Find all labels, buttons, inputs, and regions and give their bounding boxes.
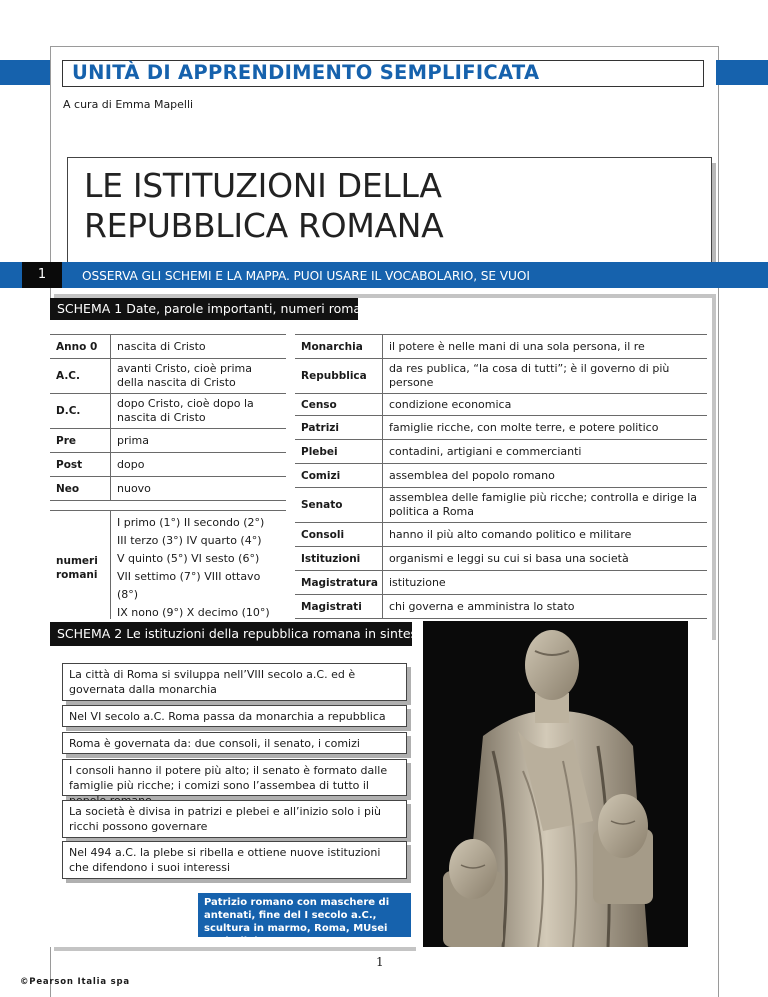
table-row xyxy=(50,359,286,394)
header-accent-right xyxy=(716,60,768,85)
unit-title: UNITÀ DI APPRENDIMENTO SEMPLIFICATA xyxy=(72,61,540,84)
table-row xyxy=(50,429,286,453)
main-title-line2: REPUBBLICA ROMANA xyxy=(84,206,444,245)
table-row xyxy=(295,335,707,359)
definition-cell: il potere è nelle mani di una sola persona, il re xyxy=(382,335,707,359)
schema2-item: Roma è governata da: due consoli, il senato, i comizi xyxy=(62,732,407,754)
photo-caption: Patrizio romano con maschere di antenati, fine del I secolo a.C., scultura in marmo, Roma, MUsei Capitolini. xyxy=(198,893,411,937)
table-row xyxy=(50,394,286,429)
table-row xyxy=(50,335,286,359)
schema1-label: SCHEMA 1 Date, parole importanti, numeri romani xyxy=(50,298,358,320)
term-cell: Comizi xyxy=(295,464,382,488)
statue-photo xyxy=(423,621,688,947)
table-row xyxy=(295,464,707,488)
definition-cell: assemblea del popolo romano xyxy=(382,464,707,488)
schema2-item: Nel 494 a.C. la plebe si ribella e ottiene nuove istituzioni che difendono i suoi interessi xyxy=(62,841,407,879)
term-cell: D.C. xyxy=(50,394,111,429)
term-cell: A.C. xyxy=(50,359,111,394)
definition-cell: chi governa e amministra lo stato xyxy=(382,595,707,619)
definition-cell: da res publica, “la cosa di tutti”; è il governo di più persone xyxy=(382,359,707,394)
roman-number-line: V quinto (5°) VI sesto (6°) xyxy=(117,552,260,565)
table-row xyxy=(295,416,707,440)
schema1-left-table xyxy=(50,334,286,626)
table-row xyxy=(50,511,286,626)
term-cell: Censo xyxy=(295,394,382,416)
term-cell: Neo xyxy=(50,477,111,501)
definition-cell: famiglie ricche, con molte terre, e potere politico xyxy=(382,416,707,440)
schema2-item: Nel VI secolo a.C. Roma passa da monarchia a repubblica xyxy=(62,705,407,727)
definition-cell: assemblea delle famiglie più ricche; controlla e dirige la politica a Roma xyxy=(382,488,707,523)
schema1-right-table xyxy=(295,334,707,619)
exercise-instruction: OSSERVA GLI SCHEMI E LA MAPPA. PUOI USARE IL VOCABOLARIO, SE VUOI xyxy=(82,269,530,283)
table-row xyxy=(295,394,707,416)
term-cell: Repubblica xyxy=(295,359,382,394)
schema2-item: La città di Roma si sviluppa nell’VIII secolo a.C. ed è governata dalla monarchia xyxy=(62,663,407,701)
term-cell: Senato xyxy=(295,488,382,523)
table-row xyxy=(295,440,707,464)
term-cell: Plebei xyxy=(295,440,382,464)
roman-numbers-cell xyxy=(111,511,287,626)
term-cell: Post xyxy=(50,453,111,477)
table-row xyxy=(295,595,707,619)
author-line: A cura di Emma Mapelli xyxy=(63,98,194,111)
definition-cell: nuovo xyxy=(111,477,287,501)
schema2-item: La società è divisa in patrizi e plebei e all’inizio solo i più ricchi possono governare xyxy=(62,800,407,838)
term-cell: Patrizi xyxy=(295,416,382,440)
term-cell: Pre xyxy=(50,429,111,453)
roman-number-line: I primo (1°) II secondo (2°) xyxy=(117,516,265,529)
copyright: ©Pearson Italia spa xyxy=(20,977,130,987)
main-title xyxy=(84,166,443,246)
exercise-number: 1 xyxy=(22,262,62,288)
definition-cell: avanti Cristo, cioè prima della nascita di Cristo xyxy=(111,359,287,394)
definition-cell: organismi e leggi su cui si basa una società xyxy=(382,547,707,571)
table-row xyxy=(295,523,707,547)
table-row xyxy=(295,571,707,595)
table-row xyxy=(50,477,286,501)
main-title-line1: LE ISTITUZIONI DELLA xyxy=(84,166,442,205)
term-cell: Istituzioni xyxy=(295,547,382,571)
table-row xyxy=(295,359,707,394)
definition-cell: contadini, artigiani e commercianti xyxy=(382,440,707,464)
roman-number-line: VII settimo (7°) VIII ottavo (8°) xyxy=(117,570,261,601)
term-cell: numeri romani xyxy=(50,511,111,626)
roman-number-line: IX nono (9°) X decimo (10°) xyxy=(117,606,270,619)
definition-cell: dopo Cristo, cioè dopo la nascita di Cristo xyxy=(111,394,287,429)
term-cell: Monarchia xyxy=(295,335,382,359)
definition-cell: nascita di Cristo xyxy=(111,335,287,359)
term-cell: Anno 0 xyxy=(50,335,111,359)
page-number: 1 xyxy=(376,955,384,969)
definition-cell: dopo xyxy=(111,453,287,477)
term-cell: Consoli xyxy=(295,523,382,547)
header-accent-left xyxy=(0,60,50,85)
schema2-item: I consoli hanno il potere più alto; il senato è formato dalle famiglie più ricche; i comizi sono l’assembea di tutto il xyxy=(62,759,407,796)
table-row xyxy=(50,453,286,477)
definition-cell: hanno il più alto comando politico e militare xyxy=(382,523,707,547)
roman-number-line: III terzo (3°) IV quarto (4°) xyxy=(117,534,262,547)
statue-image xyxy=(423,621,688,947)
table-row xyxy=(295,547,707,571)
table-row xyxy=(295,488,707,523)
term-cell: Magistrati xyxy=(295,595,382,619)
term-cell: Magistratura xyxy=(295,571,382,595)
definition-cell: istituzione xyxy=(382,571,707,595)
definition-cell: condizione economica xyxy=(382,394,707,416)
schema2-label: SCHEMA 2 Le istituzioni della repubblica romana in sintesi xyxy=(50,622,412,646)
definition-cell: prima xyxy=(111,429,287,453)
